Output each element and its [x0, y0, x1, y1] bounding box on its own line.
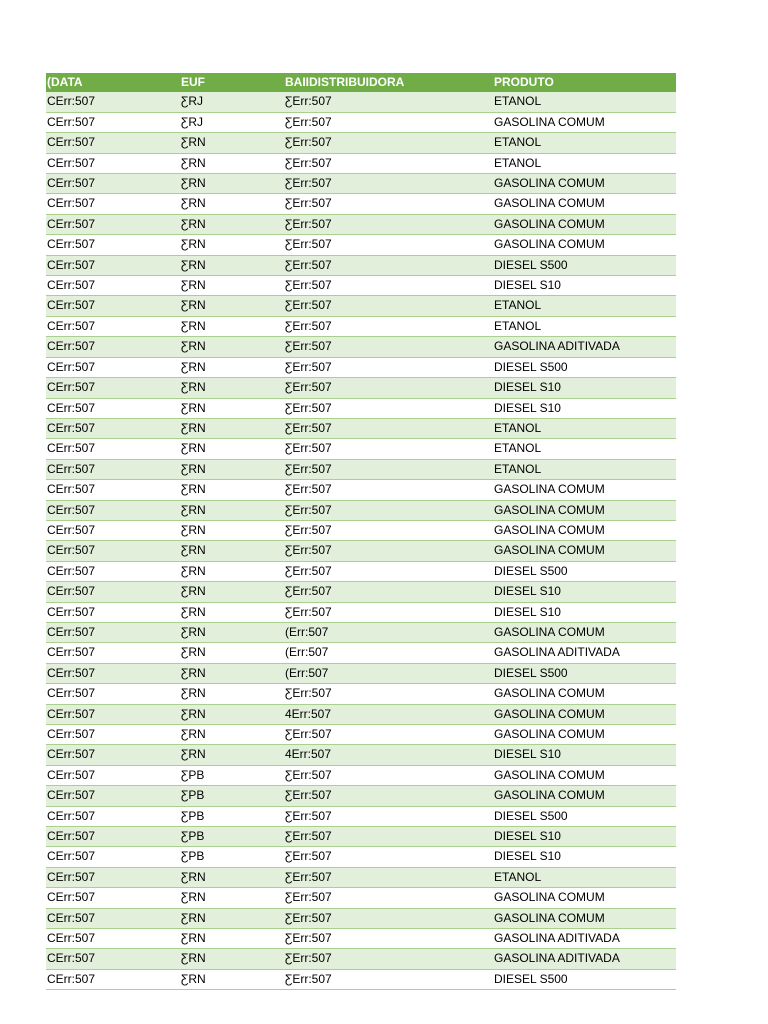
table-row	[46, 378, 676, 398]
table-row	[46, 602, 676, 622]
cell-uf[interactable]: ƸPB	[181, 767, 205, 782]
cell-data[interactable]: CErr:507	[47, 196, 96, 211]
cell-produto[interactable]: GASOLINA ADITIVADA	[494, 931, 620, 946]
cell-distribuidora[interactable]: ƸErr:507	[285, 971, 332, 986]
table-row	[46, 622, 676, 642]
cell-produto[interactable]: ETANOL	[494, 461, 542, 476]
cell-data[interactable]: CErr:507	[47, 767, 96, 782]
cell-produto[interactable]: GASOLINA COMUM	[494, 910, 605, 925]
cell-data[interactable]: CErr:507	[47, 94, 96, 109]
cell-data[interactable]: CErr:507	[47, 380, 96, 395]
cell-uf[interactable]: ƸPB	[181, 829, 205, 844]
table-row	[46, 92, 676, 112]
cell-produto[interactable]: ETANOL	[494, 94, 542, 109]
cell-uf[interactable]: ƸRN	[181, 380, 206, 395]
cell-produto[interactable]: GASOLINA COMUM	[494, 176, 605, 191]
cell-distribuidora[interactable]: (Err:507	[285, 624, 329, 639]
cell-data[interactable]: CErr:507	[47, 237, 96, 252]
cell-data[interactable]: CErr:507	[47, 278, 96, 293]
cell-data[interactable]: CErr:507	[47, 931, 96, 946]
cell-produto[interactable]: DIESEL S10	[494, 849, 561, 864]
cell-data[interactable]: CErr:507	[47, 604, 96, 619]
table-row	[46, 786, 676, 806]
cell-produto[interactable]: DIESEL S500	[494, 665, 568, 680]
cell-produto[interactable]: ETANOL	[494, 298, 542, 313]
table-row	[46, 418, 676, 438]
cell-uf[interactable]: ƸRN	[181, 441, 206, 456]
table-row	[46, 276, 676, 296]
cell-produto[interactable]: ETANOL	[494, 135, 542, 150]
table-row	[46, 316, 676, 336]
cell-data[interactable]: CErr:507	[47, 706, 96, 721]
cell-distribuidora[interactable]: ƸErr:507	[285, 890, 332, 905]
cell-uf[interactable]: ƸRJ	[181, 114, 203, 129]
cell-produto[interactable]: ETANOL	[494, 869, 542, 884]
cell-distribuidora[interactable]: (Err:507	[285, 645, 329, 660]
table-row	[46, 133, 676, 153]
cell-distribuidora[interactable]: ƸErr:507	[285, 869, 332, 884]
cell-produto[interactable]: GASOLINA ADITIVADA	[494, 645, 620, 660]
cell-produto[interactable]: ETANOL	[494, 155, 542, 170]
table-row	[46, 541, 676, 561]
cell-distribuidora[interactable]: ƸErr:507	[285, 216, 332, 231]
column-header-uf[interactable]: EUF	[181, 75, 205, 89]
cell-distribuidora[interactable]: ƸErr:507	[285, 318, 332, 333]
table-row	[46, 174, 676, 194]
cell-distribuidora[interactable]: ƸErr:507	[285, 278, 332, 293]
cell-uf[interactable]: ƸRN	[181, 278, 206, 293]
cell-produto[interactable]: DIESEL S500	[494, 563, 568, 578]
cell-produto[interactable]: GASOLINA COMUM	[494, 114, 605, 129]
cell-produto[interactable]: GASOLINA COMUM	[494, 767, 605, 782]
cell-data[interactable]: CErr:507	[47, 849, 96, 864]
spreadsheet-table	[46, 73, 676, 990]
table-row	[46, 459, 676, 479]
table-row	[46, 867, 676, 887]
table-row	[46, 480, 676, 500]
table-row	[46, 827, 676, 847]
cell-distribuidora[interactable]: ƸErr:507	[285, 788, 332, 803]
cell-uf[interactable]: ƸRN	[181, 686, 206, 701]
table-row	[46, 806, 676, 826]
cell-produto[interactable]: GASOLINA COMUM	[494, 706, 605, 721]
cell-data[interactable]: CErr:507	[47, 359, 96, 374]
table-row	[46, 888, 676, 908]
cell-uf[interactable]: ƸRN	[181, 135, 206, 150]
cell-distribuidora[interactable]: ƸErr:507	[285, 727, 332, 741]
cell-produto[interactable]: GASOLINA ADITIVADA	[494, 339, 620, 354]
cell-produto[interactable]: DIESEL S500	[494, 257, 568, 272]
cell-uf[interactable]: ƸRN	[181, 461, 206, 476]
cell-produto[interactable]: DIESEL S10	[494, 747, 561, 762]
cell-distribuidora[interactable]: 4Err:507	[285, 747, 332, 762]
cell-distribuidora[interactable]: ƸErr:507	[285, 910, 332, 925]
cell-uf[interactable]: ƸPB	[181, 808, 205, 823]
cell-data[interactable]: CErr:507	[47, 971, 96, 986]
table-row	[46, 439, 676, 459]
cell-produto[interactable]: GASOLINA COMUM	[494, 686, 605, 701]
cell-data[interactable]: CErr:507	[47, 135, 96, 150]
cell-distribuidora[interactable]: ƸErr:507	[285, 686, 332, 701]
cell-data[interactable]: CErr:507	[47, 665, 96, 680]
table-row	[46, 357, 676, 377]
cell-uf[interactable]: ƸRN	[181, 584, 206, 599]
cell-distribuidora[interactable]: ƸErr:507	[285, 931, 332, 946]
cell-produto[interactable]: DIESEL S500	[494, 359, 568, 374]
cell-data[interactable]: CErr:507	[47, 788, 96, 803]
cell-distribuidora[interactable]: 4Err:507	[285, 706, 332, 721]
cell-uf[interactable]: ƸRN	[181, 400, 206, 415]
cell-distribuidora[interactable]: ƸErr:507	[285, 849, 332, 864]
cell-uf[interactable]: ƸRN	[181, 543, 206, 558]
cell-uf[interactable]: ƸRN	[181, 176, 206, 191]
cell-uf[interactable]: ƸRN	[181, 665, 206, 680]
cell-uf[interactable]: ƸRN	[181, 522, 206, 537]
cell-uf[interactable]: ƸRN	[181, 727, 206, 741]
table-row	[46, 520, 676, 540]
cell-distribuidora[interactable]: ƸErr:507	[285, 584, 332, 599]
cell-distribuidora[interactable]: ƸErr:507	[285, 829, 332, 844]
cell-data[interactable]: CErr:507	[47, 257, 96, 272]
table-row	[46, 969, 676, 989]
table-row	[46, 949, 676, 969]
cell-produto[interactable]: GASOLINA COMUM	[494, 196, 605, 211]
cell-produto[interactable]: GASOLINA ADITIVADA	[494, 951, 620, 966]
table-row	[46, 194, 676, 214]
cell-uf[interactable]: ƸRN	[181, 257, 206, 272]
table-row	[46, 684, 676, 704]
table-body	[46, 92, 676, 989]
cell-uf[interactable]: ƸRN	[181, 869, 206, 884]
column-header-distribuidora[interactable]: BAIIDISTRIBUIDORA	[285, 75, 405, 89]
cell-uf[interactable]: ƸRN	[181, 747, 206, 762]
cell-distribuidora[interactable]: ƸErr:507	[285, 359, 332, 374]
cell-uf[interactable]: ƸRN	[181, 971, 206, 986]
cell-uf[interactable]: ƸRN	[181, 604, 206, 619]
table-row	[46, 112, 676, 132]
cell-produto[interactable]: GASOLINA COMUM	[494, 237, 605, 252]
cell-uf[interactable]: ƸRN	[181, 890, 206, 905]
cell-produto[interactable]: GASOLINA COMUM	[494, 788, 605, 803]
cell-data[interactable]: CErr:507	[47, 318, 96, 333]
table-row	[46, 214, 676, 234]
cell-uf[interactable]: ƸRJ	[181, 94, 203, 109]
cell-distribuidora[interactable]: ƸErr:507	[285, 441, 332, 456]
cell-data[interactable]: CErr:507	[47, 298, 96, 313]
cell-distribuidora[interactable]: ƸErr:507	[285, 400, 332, 415]
cell-distribuidora[interactable]: ƸErr:507	[285, 94, 332, 109]
cell-uf[interactable]: ƸRN	[181, 298, 206, 313]
cell-produto[interactable]: DIESEL S10	[494, 829, 561, 844]
cell-data[interactable]: CErr:507	[47, 890, 96, 905]
cell-produto[interactable]: ETANOL	[494, 420, 542, 435]
cell-distribuidora[interactable]: ƸErr:507	[285, 196, 332, 211]
cell-produto[interactable]: GASOLINA COMUM	[494, 502, 605, 517]
cell-uf[interactable]: ƸRN	[181, 216, 206, 231]
cell-produto[interactable]: GASOLINA COMUM	[494, 522, 605, 537]
cell-distribuidora[interactable]: ƸErr:507	[285, 420, 332, 435]
cell-distribuidora[interactable]: ƸErr:507	[285, 502, 332, 517]
table-row	[46, 745, 676, 765]
cell-distribuidora[interactable]: ƸErr:507	[285, 176, 332, 191]
cell-produto[interactable]: DIESEL S10	[494, 400, 561, 415]
table-row	[46, 643, 676, 663]
cell-distribuidora[interactable]: ƸErr:507	[285, 257, 332, 272]
table-header-row	[46, 73, 676, 92]
column-header-data[interactable]: (DATA	[47, 75, 83, 89]
cell-distribuidora[interactable]: ƸErr:507	[285, 522, 332, 537]
cell-data[interactable]: CErr:507	[47, 910, 96, 925]
cell-data[interactable]: CErr:507	[47, 686, 96, 701]
table-row	[46, 847, 676, 867]
cell-uf[interactable]: ƸRN	[181, 359, 206, 374]
cell-produto[interactable]: DIESEL S10	[494, 584, 561, 599]
cell-data[interactable]: CErr:507	[47, 951, 96, 966]
cell-data[interactable]: CErr:507	[47, 747, 96, 762]
cell-data[interactable]: CErr:507	[47, 216, 96, 231]
cell-produto[interactable]: GASOLINA COMUM	[494, 890, 605, 905]
cell-distribuidora[interactable]: ƸErr:507	[285, 767, 332, 782]
cell-produto[interactable]: DIESEL S10	[494, 380, 561, 395]
cell-data[interactable]: CErr:507	[47, 339, 96, 354]
cell-uf[interactable]: ƸRN	[181, 420, 206, 435]
cell-distribuidora[interactable]: ƸErr:507	[285, 339, 332, 354]
cell-uf[interactable]: ƸPB	[181, 849, 205, 864]
cell-data[interactable]: CErr:507	[47, 808, 96, 823]
cell-uf[interactable]: ƸRN	[181, 155, 206, 170]
cell-data[interactable]: CErr:507	[47, 543, 96, 558]
cell-uf[interactable]: ƸRN	[181, 951, 206, 966]
cell-distribuidora[interactable]: ƸErr:507	[285, 461, 332, 476]
cell-data[interactable]: CErr:507	[47, 869, 96, 884]
cell-produto[interactable]: GASOLINA COMUM	[494, 482, 605, 497]
cell-produto[interactable]: GASOLINA COMUM	[494, 216, 605, 231]
cell-uf[interactable]: ƸRN	[181, 910, 206, 925]
cell-uf[interactable]: ƸRN	[181, 502, 206, 517]
cell-data[interactable]: CErr:507	[47, 624, 96, 639]
cell-produto[interactable]: GASOLINA COMUM	[494, 543, 605, 558]
cell-data[interactable]: CErr:507	[47, 420, 96, 435]
cell-data[interactable]: CErr:507	[47, 645, 96, 660]
cell-produto[interactable]: GASOLINA COMUM	[494, 624, 605, 639]
cell-uf[interactable]: ƸPB	[181, 788, 205, 803]
cell-produto[interactable]: DIESEL S500	[494, 971, 568, 986]
table-row	[46, 929, 676, 949]
cell-data[interactable]: CErr:507	[47, 176, 96, 191]
table-row	[46, 908, 676, 928]
cell-uf[interactable]: ƸRN	[181, 706, 206, 721]
cell-produto[interactable]: ETANOL	[494, 318, 542, 333]
table-row	[46, 561, 676, 581]
table-row	[46, 500, 676, 520]
cell-data[interactable]: CErr:507	[47, 482, 96, 497]
cell-uf[interactable]: ƸRN	[181, 196, 206, 211]
table-row	[46, 582, 676, 602]
cell-uf[interactable]: ƸRN	[181, 624, 206, 639]
table-row	[46, 765, 676, 785]
cell-data[interactable]: CErr:507	[47, 584, 96, 599]
cell-data[interactable]: CErr:507	[47, 829, 96, 844]
cell-uf[interactable]: ƸRN	[181, 339, 206, 354]
cell-uf[interactable]: ƸRN	[181, 482, 206, 497]
cell-distribuidora[interactable]: ƸErr:507	[285, 543, 332, 558]
table-row	[46, 153, 676, 173]
cell-distribuidora[interactable]: ƸErr:507	[285, 380, 332, 395]
cell-distribuidora[interactable]: ƸErr:507	[285, 135, 332, 150]
cell-uf[interactable]: ƸRN	[181, 237, 206, 252]
cell-data[interactable]: CErr:507	[47, 441, 96, 456]
table-row	[46, 663, 676, 683]
cell-produto[interactable]: DIESEL S10	[494, 278, 561, 293]
cell-distribuidora[interactable]: ƸErr:507	[285, 298, 332, 313]
cell-data[interactable]: CErr:507	[47, 461, 96, 476]
cell-distribuidora[interactable]: (Err:507	[285, 665, 329, 680]
cell-data[interactable]: CErr:507	[47, 400, 96, 415]
cell-distribuidora[interactable]: ƸErr:507	[285, 114, 332, 129]
cell-uf[interactable]: ƸRN	[181, 645, 206, 660]
cell-data[interactable]: CErr:507	[47, 114, 96, 129]
table-row	[46, 725, 676, 745]
table-row	[46, 296, 676, 316]
cell-produto[interactable]: GASOLINA COMUM	[494, 727, 605, 741]
cell-data[interactable]: CErr:507	[47, 727, 96, 741]
cell-distribuidora[interactable]: ƸErr:507	[285, 951, 332, 966]
column-header-produto[interactable]: PRODUTO	[494, 75, 554, 89]
cell-distribuidora[interactable]: ƸErr:507	[285, 808, 332, 823]
table-row	[46, 704, 676, 724]
table-row	[46, 398, 676, 418]
table-row	[46, 235, 676, 255]
cell-distribuidora[interactable]: ƸErr:507	[285, 563, 332, 578]
cell-produto[interactable]: ETANOL	[494, 441, 542, 456]
cell-uf[interactable]: ƸRN	[181, 931, 206, 946]
cell-distribuidora[interactable]: ƸErr:507	[285, 155, 332, 170]
cell-produto[interactable]: DIESEL S10	[494, 604, 561, 619]
cell-data[interactable]: CErr:507	[47, 502, 96, 517]
cell-uf[interactable]: ƸRN	[181, 563, 206, 578]
cell-uf[interactable]: ƸRN	[181, 318, 206, 333]
table-row	[46, 337, 676, 357]
cell-distribuidora[interactable]: ƸErr:507	[285, 482, 332, 497]
cell-distribuidora[interactable]: ƸErr:507	[285, 604, 332, 619]
cell-data[interactable]: CErr:507	[47, 522, 96, 537]
table-row	[46, 255, 676, 275]
cell-data[interactable]: CErr:507	[47, 155, 96, 170]
cell-distribuidora[interactable]: ƸErr:507	[285, 237, 332, 252]
cell-data[interactable]: CErr:507	[47, 563, 96, 578]
cell-produto[interactable]: DIESEL S500	[494, 808, 568, 823]
